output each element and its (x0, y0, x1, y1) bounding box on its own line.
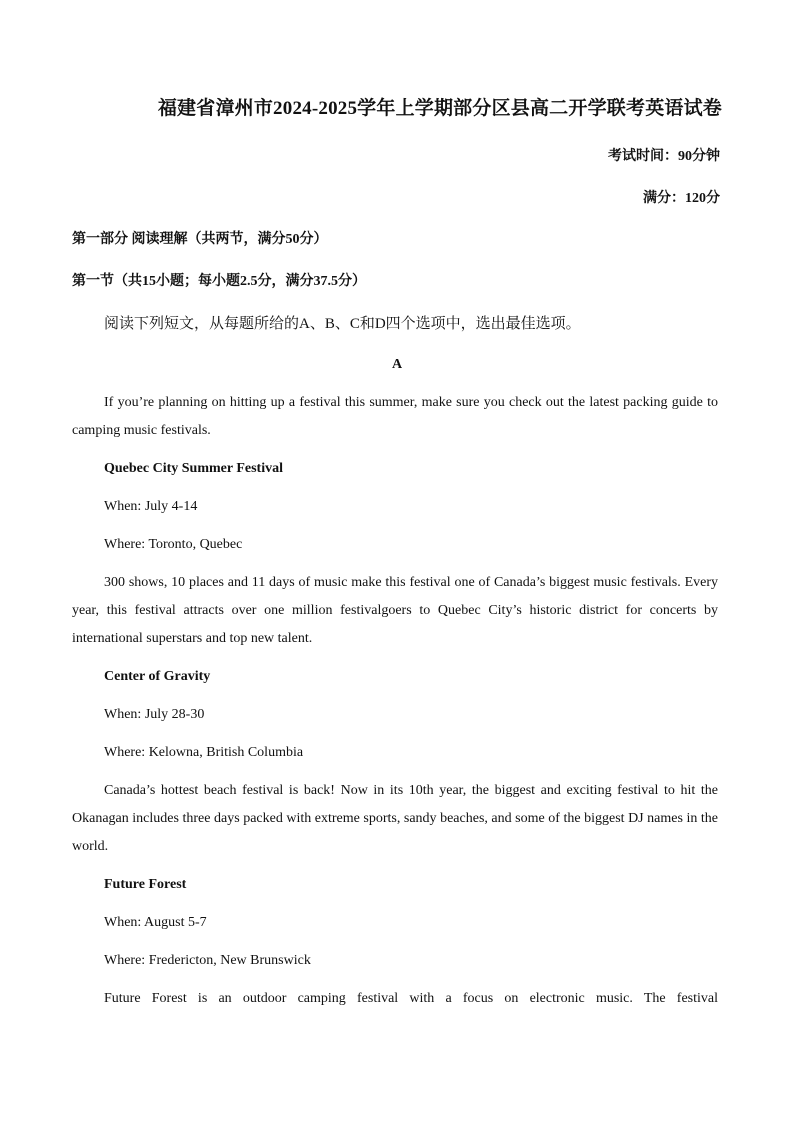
festival-when: When: July 28-30 (104, 707, 205, 722)
full-score: 满分：120分 (643, 191, 720, 206)
part1-heading: 第一部分 阅读理解（共两节，满分50分） (72, 232, 328, 247)
festival-when: When: August 5-7 (104, 915, 207, 930)
festival-description: Future Forest is an outdoor camping festival with a focus on electronic music. The festival (104, 991, 718, 1006)
instructions: 阅读下列短文，从每题所给的A、B、C和D四个选项中，选出最佳选项。 (104, 316, 581, 332)
festival-name: Future Forest (104, 877, 187, 892)
festival-where: Where: Kelowna, British Columbia (104, 745, 304, 760)
festival-where: Where: Fredericton, New Brunswick (104, 953, 311, 968)
festival-where: Where: Toronto, Quebec (104, 537, 243, 552)
section1-heading: 第一节（共15小题；每小题2.5分，满分37.5分） (72, 274, 366, 289)
exam-title: 福建省漳州市2024-2025学年上学期部分区县高二开学联考英语试卷 (157, 98, 722, 119)
festival-name: Quebec City Summer Festival (104, 461, 283, 476)
festival-description: Canada’s hottest beach festival is back! Now in its 10th year, the biggest and exciting festival to hit the Okanagan includes three days packed with extreme sports, sandy beaches, and some of the biggest DJ names in the world. (72, 783, 718, 854)
festival-description: 300 shows, 10 places and 11 days of music make this festival one of Canada’s biggest music festivals. Every year, this festival attracts over one million festivalgoers to Quebec City’s historic district for concerts by international superstars and top new talent. (72, 575, 718, 646)
passage-label: A (391, 357, 403, 372)
exam-time: 考试时间：90分钟 (608, 149, 720, 164)
passage-intro: If you’re planning on hitting up a festival this summer, make sure you check out the latest packing guide to camping music festivals. (72, 395, 718, 438)
festival-when: When: July 4-14 (104, 499, 198, 514)
festival-name: Center of Gravity (104, 669, 211, 684)
